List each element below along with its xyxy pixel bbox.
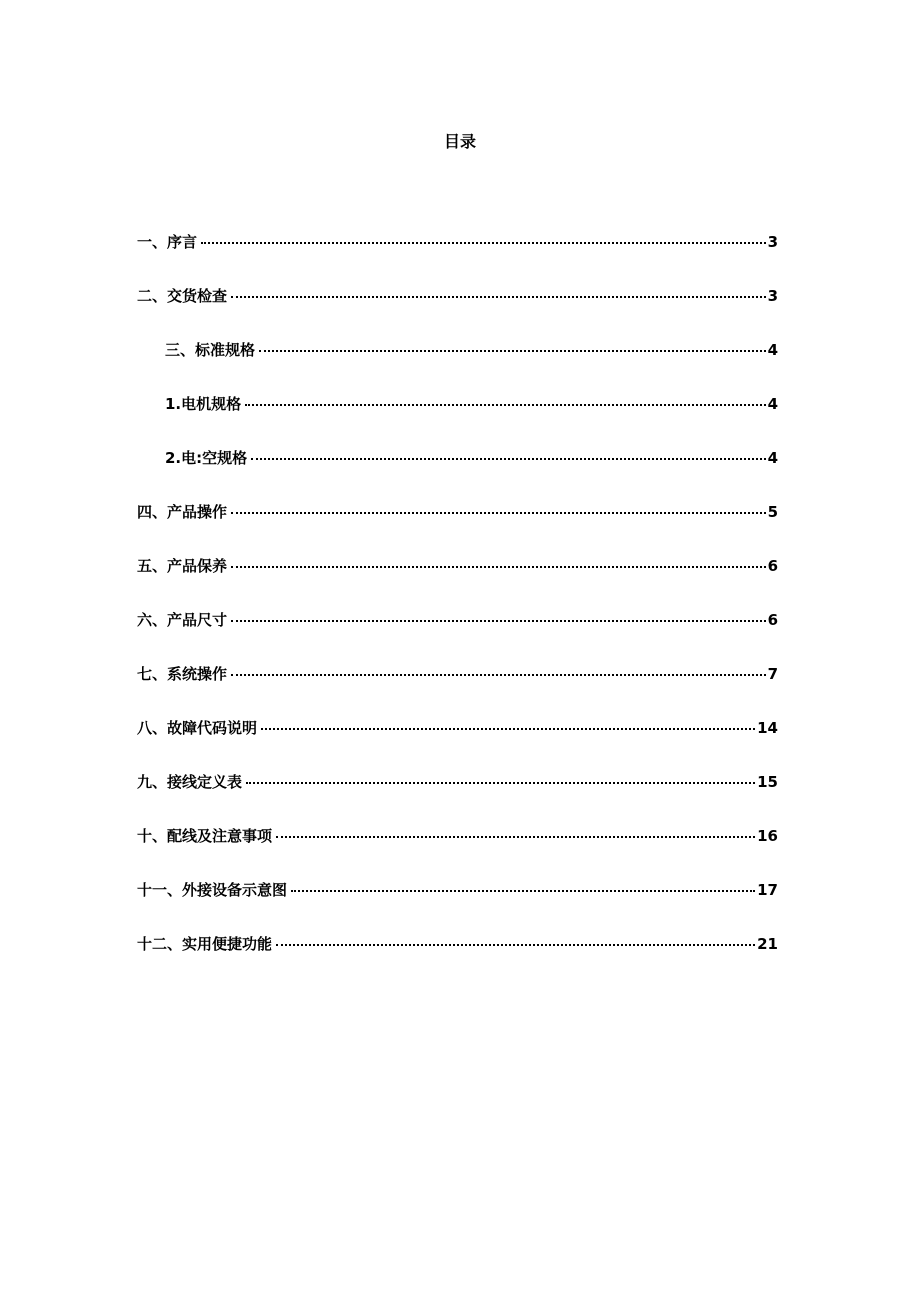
toc-entry-label: 五、产品保养: [137, 557, 228, 575]
toc-dot-leader: [231, 674, 766, 676]
toc-entry-electric-specs: [165, 447, 778, 469]
toc-page-number: 4: [767, 449, 778, 467]
toc-page-number: 7: [767, 665, 778, 683]
toc-entry-label: 四、产品操作: [137, 503, 228, 521]
toc-entry-wiring-definition: [137, 771, 778, 793]
toc-entry-label: 七、系统操作: [137, 665, 228, 683]
toc-entry-product-dimensions: [137, 609, 778, 631]
toc-page-number: 21: [757, 935, 778, 953]
toc-entry-label: 三、标准规格: [165, 341, 256, 359]
toc-entry-standard-specs: [165, 339, 778, 361]
toc-entry-system-operation: [137, 663, 778, 685]
toc-entry-label: 八、故障代码说明: [137, 719, 258, 737]
toc-page-number: 6: [767, 611, 778, 629]
toc-entry-wiring-notes: [137, 825, 778, 847]
toc-entry-external-devices: [137, 879, 778, 901]
toc-entry-label: 九、接线定义表: [137, 773, 243, 791]
toc-dot-leader: [231, 620, 766, 622]
toc-entry-label: 1.电机规格: [165, 395, 242, 413]
toc-page-number: 6: [767, 557, 778, 575]
toc-page-number: 3: [767, 233, 778, 251]
toc-entry-label: 六、产品尺寸: [137, 611, 228, 629]
toc-entry-label: 十二、实用便捷功能: [137, 935, 273, 953]
toc-entry-preface: [137, 231, 778, 253]
toc-entry-label: 二、交货检查: [137, 287, 228, 305]
toc-dot-leader: [246, 782, 755, 784]
toc-dot-leader: [201, 242, 766, 244]
toc-dot-leader: [251, 458, 765, 460]
toc-dot-leader: [231, 512, 766, 514]
toc-dot-leader: [231, 296, 766, 298]
toc-page-number: 14: [757, 719, 778, 737]
toc-dot-leader: [291, 890, 755, 892]
toc-page-number: 4: [767, 395, 778, 413]
toc-title: 目录: [443, 132, 476, 151]
toc-entry-label: 十、配线及注意事项: [137, 827, 273, 845]
toc-entry-product-maintenance: [137, 555, 778, 577]
toc-dot-leader: [276, 836, 755, 838]
toc-dot-leader: [261, 728, 755, 730]
toc-entry-fault-codes: [137, 717, 778, 739]
toc-entry-label: 十一、外接设备示意图: [137, 881, 288, 899]
toc-dot-leader: [231, 566, 766, 568]
toc-entry-delivery-inspection: [137, 285, 778, 307]
toc-entry-label: 2.电:空规格: [165, 449, 248, 467]
toc-page-number: 5: [767, 503, 778, 521]
toc-entry-product-operation: [137, 501, 778, 523]
toc-page-number: 3: [767, 287, 778, 305]
toc-dot-leader: [276, 944, 755, 946]
toc-entry-label: 一、序言: [137, 233, 198, 251]
toc-entry-convenient-functions: [137, 933, 778, 955]
toc-page-number: 4: [767, 341, 778, 359]
toc-page-number: 17: [757, 881, 778, 899]
toc-dot-leader: [245, 404, 765, 406]
toc-entry-motor-specs: [165, 393, 778, 415]
toc-page-number: 16: [757, 827, 778, 845]
toc-dot-leader: [259, 350, 766, 352]
toc-page-number: 15: [757, 773, 778, 791]
